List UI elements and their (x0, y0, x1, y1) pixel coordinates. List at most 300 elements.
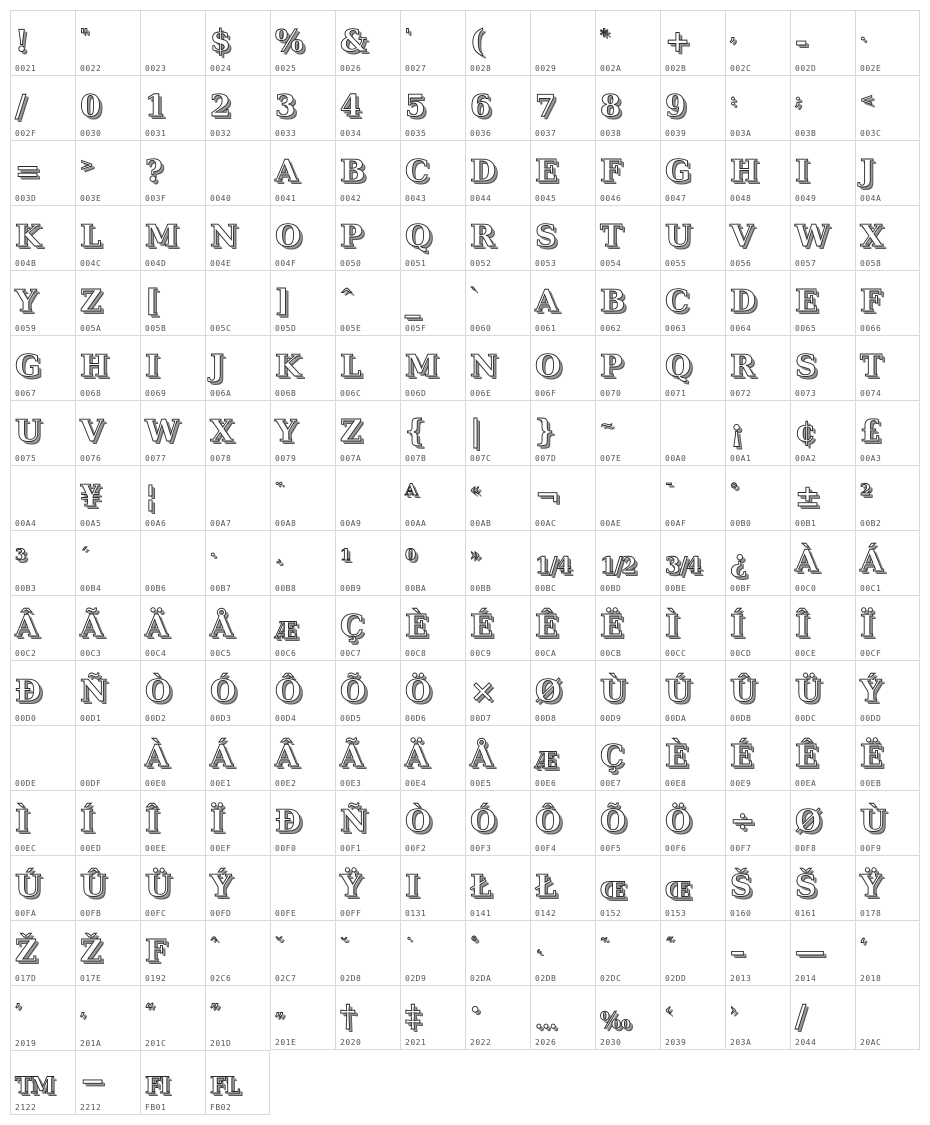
glyph-cell (660, 725, 725, 790)
glyph-cell (75, 140, 140, 205)
glyph-cell (205, 790, 270, 855)
glyph-preview: & (340, 24, 367, 59)
glyph-preview: Ł (470, 869, 491, 904)
glyph-cell (660, 595, 725, 660)
glyph-preview: ^ (340, 285, 353, 304)
glyph-codepoint: 00BD (600, 584, 622, 593)
glyph-preview: J (860, 154, 874, 189)
glyph-codepoint: 004D (145, 259, 167, 268)
glyph-cell (270, 335, 335, 400)
glyph-cell (595, 790, 660, 855)
glyph-preview: Î (795, 609, 809, 644)
glyph-codepoint: 00F1 (340, 844, 362, 853)
glyph-codepoint: 005F (405, 324, 427, 333)
glyph-cell (855, 140, 920, 205)
glyph-preview: Á (860, 544, 883, 579)
glyph-cell (465, 465, 530, 530)
glyph-codepoint: 007E (600, 454, 622, 463)
glyph-cell (465, 985, 530, 1050)
glyph-preview: > (80, 155, 93, 174)
glyph-cell (10, 400, 75, 465)
glyph-preview: Ü (145, 869, 171, 904)
glyph-cell (400, 660, 465, 725)
glyph-cell (205, 725, 270, 790)
glyph-cell (660, 465, 725, 530)
glyph-preview: R (470, 219, 494, 254)
glyph-cell (140, 335, 205, 400)
glyph-cell (75, 400, 140, 465)
glyph-cell (335, 270, 400, 335)
glyph-codepoint: 0160 (730, 909, 752, 918)
glyph-cell (140, 140, 205, 205)
glyph-preview: “ (145, 1000, 154, 1019)
glyph-codepoint: 00C9 (470, 649, 492, 658)
glyph-cell (335, 400, 400, 465)
glyph-preview: Ï (210, 804, 224, 839)
glyph-preview: P (340, 219, 362, 254)
glyph-preview: + (665, 24, 690, 59)
glyph-preview: ¦ (145, 479, 155, 514)
glyph-preview: Q (665, 349, 691, 384)
glyph-codepoint: 00E3 (340, 779, 362, 788)
glyph-preview: TM (15, 1073, 54, 1099)
glyph-cell (335, 465, 400, 530)
glyph-cell (270, 660, 335, 725)
glyph-preview: S (795, 349, 816, 384)
glyph-preview: › (730, 1000, 736, 1019)
glyph-codepoint: 0045 (535, 194, 557, 203)
glyph-cell (725, 10, 790, 75)
glyph-codepoint: 00D7 (470, 714, 492, 723)
glyph-codepoint: 00DF (80, 779, 102, 788)
glyph-codepoint: 00D9 (600, 714, 622, 723)
glyph-codepoint: 0034 (340, 129, 362, 138)
glyph-preview: V (730, 219, 753, 254)
glyph-preview: _ (405, 284, 419, 319)
glyph-codepoint: 00E1 (210, 779, 232, 788)
glyph-codepoint: 00FB (80, 909, 102, 918)
glyph-codepoint: 2013 (730, 974, 752, 983)
glyph-preview: K (15, 219, 41, 254)
glyph-preview: W (145, 414, 178, 449)
glyph-cell (725, 335, 790, 400)
glyph-codepoint: 007D (535, 454, 557, 463)
glyph-cell (855, 270, 920, 335)
glyph-codepoint: 00A3 (860, 454, 882, 463)
glyph-codepoint: 00B7 (210, 584, 232, 593)
glyph-cell (335, 75, 400, 140)
glyph-codepoint: 0054 (600, 259, 622, 268)
glyph-preview: Y (15, 284, 36, 319)
glyph-codepoint: 003A (730, 129, 752, 138)
glyph-codepoint: 00A5 (80, 519, 102, 528)
glyph-codepoint: 2030 (600, 1038, 622, 1047)
glyph-preview: Ð (275, 804, 301, 839)
glyph-codepoint: 003F (145, 194, 167, 203)
glyph-preview: 1/2 (600, 553, 636, 579)
glyph-preview: F (600, 154, 621, 189)
glyph-codepoint: 2021 (405, 1038, 427, 1047)
glyph-codepoint: 00A2 (795, 454, 817, 463)
glyph-cell (465, 335, 530, 400)
glyph-cell (530, 205, 595, 270)
glyph-preview: ˜ (600, 935, 607, 954)
glyph-preview: ¥ (80, 479, 100, 514)
glyph-codepoint: 00B0 (730, 519, 752, 528)
glyph-cell (75, 530, 140, 595)
glyph-codepoint: 00A0 (665, 454, 687, 463)
glyph-codepoint: 0049 (795, 194, 817, 203)
glyph-cell (790, 530, 855, 595)
glyph-preview: ˝ (665, 935, 672, 954)
glyph-preview: C (405, 154, 428, 189)
glyph-cell (400, 725, 465, 790)
glyph-cell (725, 660, 790, 725)
glyph-cell (335, 10, 400, 75)
glyph-codepoint: 00D2 (145, 714, 167, 723)
glyph-preview: = (15, 154, 40, 189)
glyph-codepoint: 00BE (665, 584, 687, 593)
glyph-cell (270, 400, 335, 465)
glyph-cell (75, 335, 140, 400)
glyph-codepoint: 002B (665, 64, 687, 73)
glyph-codepoint: 0044 (470, 194, 492, 203)
glyph-cell (725, 790, 790, 855)
glyph-preview: 3 (275, 89, 295, 124)
glyph-cell (465, 205, 530, 270)
glyph-cell (400, 205, 465, 270)
glyph-codepoint: 0075 (15, 454, 37, 463)
glyph-codepoint: 02D9 (405, 974, 427, 983)
glyph-codepoint: 003E (80, 194, 102, 203)
glyph-preview: Š (795, 869, 816, 904)
glyph-codepoint: 004A (860, 194, 882, 203)
glyph-cell (400, 465, 465, 530)
glyph-cell (10, 335, 75, 400)
glyph-cell (660, 75, 725, 140)
glyph-cell (465, 920, 530, 985)
glyph-codepoint: 0033 (275, 129, 297, 138)
glyph-codepoint: 0030 (80, 129, 102, 138)
glyph-preview: O (535, 349, 561, 384)
glyph-cell (790, 985, 855, 1050)
glyph-codepoint: 2026 (535, 1038, 557, 1047)
glyph-preview: N (470, 349, 497, 384)
glyph-cell (530, 140, 595, 205)
glyph-preview: 8 (600, 89, 620, 124)
glyph-preview: ] (275, 284, 289, 319)
glyph-cell (790, 790, 855, 855)
glyph-preview: Í (80, 804, 94, 839)
glyph-cell (400, 75, 465, 140)
glyph-codepoint: 0031 (145, 129, 167, 138)
glyph-cell (140, 400, 205, 465)
glyph-cell (790, 660, 855, 725)
glyph-codepoint: 004F (275, 259, 297, 268)
glyph-codepoint: 2014 (795, 974, 817, 983)
glyph-preview: A (275, 154, 298, 189)
glyph-codepoint: 00B1 (795, 519, 817, 528)
glyph-codepoint: 0153 (665, 909, 687, 918)
glyph-cell (10, 595, 75, 660)
glyph-cell (270, 920, 335, 985)
glyph-codepoint: 02DD (665, 974, 687, 983)
glyph-codepoint: 00B2 (860, 519, 882, 528)
glyph-codepoint: 006D (405, 389, 427, 398)
glyph-preview: Ł (535, 869, 556, 904)
glyph-codepoint: 00D3 (210, 714, 232, 723)
glyph-codepoint: 0038 (600, 129, 622, 138)
glyph-preview: ˚ (470, 935, 477, 954)
glyph-preview: ‚ (80, 1000, 85, 1019)
glyph-cell (465, 855, 530, 920)
glyph-preview: 1 (340, 545, 351, 564)
glyph-cell (855, 530, 920, 595)
glyph-cell (530, 855, 595, 920)
glyph-codepoint: 0053 (535, 259, 557, 268)
glyph-codepoint: FB02 (210, 1103, 232, 1112)
glyph-cell (75, 985, 140, 1050)
glyph-preview: « (470, 480, 479, 499)
glyph-codepoint: 0141 (470, 909, 492, 918)
glyph-cell (595, 725, 660, 790)
glyph-preview: ¿ (730, 544, 747, 579)
glyph-codepoint: 00FE (275, 909, 297, 918)
glyph-codepoint: 02D8 (340, 974, 362, 983)
glyph-preview: FI (145, 1073, 169, 1099)
glyph-cell (790, 75, 855, 140)
glyph-codepoint: 00E0 (145, 779, 167, 788)
glyph-cell (10, 985, 75, 1050)
glyph-codepoint: 00BC (535, 584, 557, 593)
glyph-cell (335, 595, 400, 660)
glyph-codepoint: 00C3 (80, 649, 102, 658)
glyph-preview: À (145, 739, 168, 774)
glyph-cell (205, 335, 270, 400)
glyph-preview: È (665, 739, 687, 774)
glyph-preview: Š (730, 869, 751, 904)
glyph-codepoint: 004E (210, 259, 232, 268)
glyph-codepoint: 0048 (730, 194, 752, 203)
glyph-cell (335, 335, 400, 400)
glyph-preview: À (795, 544, 818, 579)
glyph-cell (595, 465, 660, 530)
glyph-codepoint: 00D0 (15, 714, 37, 723)
glyph-preview: É (730, 739, 752, 774)
glyph-preview: I (145, 349, 159, 384)
glyph-codepoint: 00B3 (15, 584, 37, 593)
glyph-cell (855, 855, 920, 920)
glyph-preview: - (795, 24, 807, 59)
glyph-preview: L (340, 349, 361, 384)
glyph-codepoint: 00DD (860, 714, 882, 723)
glyph-codepoint: 0192 (145, 974, 167, 983)
glyph-preview: O (275, 219, 301, 254)
glyph-cell (595, 205, 660, 270)
glyph-codepoint: 201A (80, 1039, 102, 1048)
glyph-preview: Ø (795, 804, 821, 839)
glyph-preview: Æ (535, 748, 557, 774)
glyph-codepoint: 0074 (860, 389, 882, 398)
glyph-cell (855, 335, 920, 400)
glyph-codepoint: 0027 (405, 64, 427, 73)
glyph-codepoint: 00A4 (15, 519, 37, 528)
glyph-cell (530, 530, 595, 595)
glyph-preview: ˙ (405, 935, 412, 954)
glyph-codepoint: 0025 (275, 64, 297, 73)
glyph-preview: / (15, 89, 25, 124)
glyph-codepoint: 00C1 (860, 584, 882, 593)
glyph-codepoint: 00F7 (730, 844, 752, 853)
glyph-cell (400, 855, 465, 920)
glyph-codepoint: 003B (795, 129, 817, 138)
glyph-codepoint: 00F2 (405, 844, 427, 853)
glyph-preview: Õ (600, 804, 626, 839)
glyph-preview: È (405, 609, 427, 644)
glyph-preview (145, 537, 201, 577)
glyph-codepoint: 0021 (15, 64, 37, 73)
glyph-cell (530, 270, 595, 335)
glyph-preview: − (80, 1064, 105, 1099)
glyph-preview: ˆ (210, 935, 217, 954)
glyph-codepoint: 00D6 (405, 714, 427, 723)
glyph-cell (270, 140, 335, 205)
glyph-cell (10, 920, 75, 985)
glyph-preview: V (80, 414, 103, 449)
glyph-codepoint: 0072 (730, 389, 752, 398)
glyph-cell (205, 465, 270, 530)
glyph-cell (790, 335, 855, 400)
glyph-preview: ( (470, 24, 484, 59)
glyph-preview: Ô (535, 804, 561, 839)
glyph-preview: ! (15, 24, 28, 59)
glyph-cell (790, 465, 855, 530)
glyph-codepoint: 00C6 (275, 649, 297, 658)
glyph-preview: ~ (600, 415, 613, 434)
glyph-codepoint: 201C (145, 1039, 167, 1048)
glyph-cell (660, 335, 725, 400)
glyph-cell (10, 1050, 75, 1115)
glyph-codepoint: 02C6 (210, 974, 232, 983)
glyph-preview: Û (730, 674, 756, 709)
glyph-cell (140, 855, 205, 920)
glyph-codepoint: 0035 (405, 129, 427, 138)
glyph-cell (335, 205, 400, 270)
glyph-preview: 7 (535, 89, 555, 124)
glyph-preview: ÷ (730, 804, 755, 839)
glyph-codepoint: 00EF (210, 844, 232, 853)
glyph-preview (80, 732, 136, 772)
glyph-cell (400, 400, 465, 465)
glyph-preview: … (535, 1008, 556, 1034)
glyph-preview: K (275, 349, 301, 384)
glyph-preview: Ô (275, 674, 301, 709)
glyph-cell (855, 75, 920, 140)
glyph-codepoint: 0050 (340, 259, 362, 268)
glyph-cell (790, 140, 855, 205)
glyph-codepoint: 0152 (600, 909, 622, 918)
glyph-codepoint: FB01 (145, 1103, 167, 1112)
glyph-cell (205, 10, 270, 75)
glyph-preview: 1 (145, 89, 165, 124)
glyph-cell (75, 10, 140, 75)
glyph-codepoint: 00F0 (275, 844, 297, 853)
glyph-preview: 6 (470, 89, 490, 124)
glyph-preview (145, 17, 201, 57)
glyph-codepoint: 0041 (275, 194, 297, 203)
glyph-codepoint: 00E9 (730, 779, 752, 788)
glyph-codepoint: 00BA (405, 584, 427, 593)
glyph-preview: Í (730, 609, 744, 644)
glyph-cell (530, 400, 595, 465)
glyph-cell (465, 270, 530, 335)
glyph-cell (595, 985, 660, 1050)
glyph-codepoint: 00AE (600, 519, 622, 528)
glyph-codepoint: 00BF (730, 584, 752, 593)
glyph-preview: — (795, 934, 824, 969)
glyph-preview: „ (275, 1000, 284, 1019)
glyph-cell (400, 790, 465, 855)
glyph-codepoint: 002E (860, 64, 882, 73)
glyph-cell (465, 660, 530, 725)
glyph-preview: L (80, 219, 101, 254)
glyph-preview: G (665, 154, 690, 189)
glyph-preview: I (795, 154, 809, 189)
glyph-preview: ¨ (275, 480, 282, 499)
glyph-preview: Å (470, 739, 493, 774)
glyph-codepoint: 00FA (15, 909, 37, 918)
glyph-preview: ˘ (340, 935, 347, 954)
glyph-preview: Z (80, 284, 101, 319)
glyph-cell (660, 140, 725, 205)
glyph-cell (465, 790, 530, 855)
glyph-preview: A (405, 480, 417, 499)
glyph-preview: Œ (665, 878, 690, 904)
glyph-codepoint: 002A (600, 64, 622, 73)
glyph-cell (530, 335, 595, 400)
glyph-preview: Ê (535, 609, 557, 644)
glyph-codepoint: 0077 (145, 454, 167, 463)
glyph-codepoint: 0069 (145, 389, 167, 398)
glyph-cell (465, 400, 530, 465)
glyph-codepoint: 00CC (665, 649, 687, 658)
glyph-cell (660, 985, 725, 1050)
glyph-preview: F (145, 934, 166, 969)
glyph-cell (465, 10, 530, 75)
glyph-codepoint: 0078 (210, 454, 232, 463)
glyph-grid (10, 10, 920, 1115)
glyph-cell (335, 725, 400, 790)
glyph-preview: H (730, 154, 758, 189)
glyph-preview: Ÿ (860, 869, 881, 904)
glyph-cell (10, 75, 75, 140)
glyph-preview: ¯ (665, 480, 672, 499)
glyph-preview: / (795, 999, 805, 1034)
glyph-codepoint: 2022 (470, 1038, 492, 1047)
glyph-codepoint: 005A (80, 324, 102, 333)
glyph-codepoint: 0059 (15, 324, 37, 333)
glyph-codepoint: 0070 (600, 389, 622, 398)
glyph-cell (660, 10, 725, 75)
glyph-codepoint: 005D (275, 324, 297, 333)
glyph-preview: I (405, 869, 419, 904)
glyph-codepoint: 00CA (535, 649, 557, 658)
glyph-cell (140, 530, 205, 595)
glyph-codepoint: 005E (340, 324, 362, 333)
glyph-codepoint: 201D (210, 1039, 232, 1048)
glyph-preview: ‹ (665, 1000, 671, 1019)
glyph-cell (855, 725, 920, 790)
